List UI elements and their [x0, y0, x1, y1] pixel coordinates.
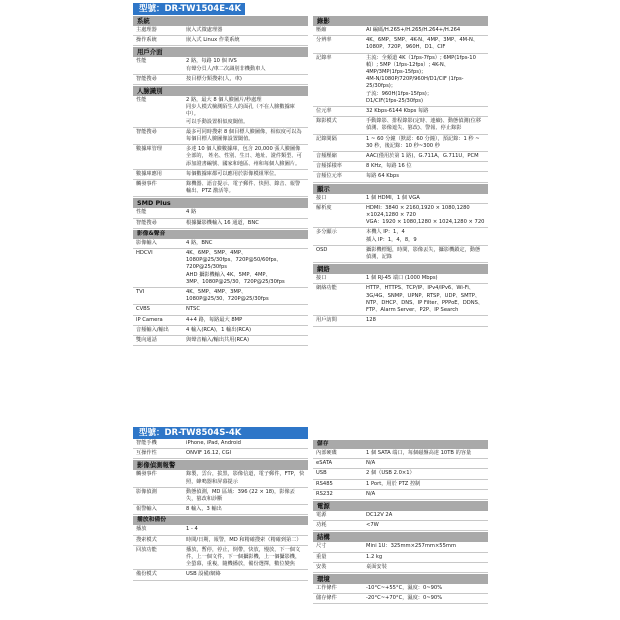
spec-label: 報警輸入	[136, 506, 157, 513]
spec-label: 接口	[316, 194, 327, 201]
spec-label: 工作條件	[316, 585, 337, 592]
spec-row	[133, 316, 308, 326]
spec-value: DC12V 2A	[366, 512, 393, 519]
spec-row	[133, 208, 308, 218]
spec-row	[133, 96, 308, 128]
spec-row	[133, 75, 308, 85]
spec-value: 根據攝影機輸入 16 通道，BNC	[186, 219, 259, 226]
spec-value: 1.2 kg	[366, 553, 383, 560]
spec-label: 智能搜尋	[136, 75, 157, 82]
spec-label: 影像偵測	[136, 488, 157, 495]
spec-row	[133, 525, 308, 535]
spec-row	[313, 36, 488, 53]
spec-label: 功耗	[316, 522, 327, 529]
spec-row	[133, 57, 308, 74]
spec-value: 與聲音輸入/輸出共用(RCA)	[186, 337, 249, 344]
spec-label: OSD	[316, 246, 328, 253]
spec-label: 雙向通話	[136, 337, 157, 344]
spec-row	[313, 584, 488, 594]
spec-label: 尺寸	[316, 543, 327, 550]
spec-label: 性能	[136, 209, 147, 216]
spec-row	[313, 135, 488, 152]
spec-value: 錄製，雲台，拔黑，影像信道，電子郵件，FTP，快照，蜂鳴器和屏幕提示	[186, 471, 305, 485]
spec-value: 本機人 IP：1，4 插入 IP：1，4，8，9	[366, 229, 417, 243]
spec-value: Mini 1U：325mm×257mm×55mm	[366, 543, 456, 550]
spec-row	[313, 117, 488, 134]
spec-row	[313, 511, 488, 521]
spec-row	[133, 219, 308, 229]
spec-value: 錄機器、語音提示、電子郵件、快照、錄音、報警輸出、PTZ 激活等。	[186, 181, 301, 195]
spec-column-right	[313, 15, 488, 327]
spec-row	[133, 546, 308, 571]
spec-row	[133, 505, 308, 515]
spec-row	[313, 107, 488, 117]
spec-value: 2 個（USB 2.0×1）	[366, 470, 415, 477]
spec-value: 最多可同時搜索 8 個目標人臉圖像，相似度可以為每個目標人臉圖像設置閾值。	[186, 128, 302, 143]
spec-value: -10°C~+55°C，濕度：0~90%	[366, 585, 443, 592]
spec-label: 觸發事件	[136, 471, 157, 478]
spec-label: HDCVI	[136, 250, 153, 257]
spec-value: 1 個 HDMI，1 個 VGA	[366, 194, 420, 201]
spec-row	[133, 288, 308, 305]
spec-column-right	[313, 439, 488, 604]
spec-value: 4 路	[186, 209, 197, 216]
spec-value: HTTP、HTTPS、TCP/IP、IPv4/IPv6、Wi-Fi、3G/4G、SNMP、UPNP、RTSP、UDP、SMTP、NTP、DHCP、DNS、IP Filter、PPPoE、DDNS、FTP、Alarm Server、P2P、IP Search	[366, 285, 484, 314]
spec-row	[313, 316, 488, 326]
spec-value: 時間/日期，報警，MD 和精確搜索（精確到第二）	[186, 536, 302, 543]
spec-row	[133, 145, 308, 170]
spec-value: 8 KHz，每路 16 位	[366, 163, 412, 170]
spec-value: iPhone, iPad, Android	[186, 440, 241, 446]
spec-row	[313, 228, 488, 245]
spec-row	[133, 128, 308, 145]
spec-label: RS485	[316, 480, 333, 487]
spec-label: 智能搜尋	[136, 128, 157, 135]
spec-value: 4K、6MP、5MP、4K-N、4MP、3MP、4M-N、1080P、720P、960H、D1、CIF	[366, 37, 479, 51]
spec-row	[133, 439, 308, 449]
spec-value: 32 Kbps-6144 Kbps 每路	[366, 108, 429, 115]
spec-label: 智能手機	[136, 440, 157, 446]
spec-value: 1 ~ 60 分鐘（默認：60 分鐘），預記錄：1 秒 ~ 30 秒，後記錄：10 秒~300 秒	[366, 135, 480, 149]
spec-value: 每路 64 Kbps	[366, 173, 399, 180]
spec-row	[133, 449, 308, 459]
section-header: 環境	[313, 574, 488, 584]
spec-row	[133, 170, 308, 180]
spec-label: RS232	[316, 490, 333, 497]
spec-row	[313, 26, 488, 36]
spec-value: 手動錄影、排程錄影(定時、連續)、動態偵測(位移偵測、影像遮失、篡改)、警報、停止錄影	[366, 118, 482, 132]
spec-row	[313, 469, 488, 479]
spec-label: 互操作性	[136, 450, 157, 457]
spec-row	[313, 563, 488, 573]
spec-row	[133, 239, 308, 249]
spec-value: 攝影機標題，時間，影像丟失，攝影機鎖定，動態偵測，記錄	[366, 246, 481, 261]
section-header: 錄影	[313, 16, 488, 26]
spec-value: 4 路，BNC	[186, 239, 213, 246]
spec-label: 錄影模式	[316, 118, 337, 125]
spec-label: 智能搜尋	[136, 219, 157, 226]
spec-row	[313, 449, 488, 459]
spec-label: 搜索模式	[136, 536, 157, 543]
section-header: 電源	[313, 501, 488, 511]
spec-label: 音頻輸入/輸出	[136, 326, 169, 333]
spec-row	[313, 172, 488, 182]
spec-label: 播放	[136, 526, 147, 533]
spec-value: 動態偵測，MD 區域：396 (22 × 18)，影像丟失，篡改和診斷	[186, 488, 295, 503]
spec-value: 1 Port，用於 PTZ 控制	[366, 480, 421, 487]
spec-row	[313, 162, 488, 172]
spec-value: 8 輸入，3 輸出	[186, 506, 222, 513]
spec-row	[313, 553, 488, 563]
spec-label: eSATA	[316, 460, 333, 467]
spec-value: 嵌入式微處理器	[186, 27, 223, 33]
spec-value: 多達 10 個人臉數據庫，包含 20,000 張人臉圖像全部的， 姓名、性別、生日、地址、證件類型、可添加證書編號、國家和地區、州和每個人臉圖片。	[186, 146, 302, 167]
spec-row	[313, 521, 488, 531]
spec-value: 4K、6MP、5MP、4MP、 1080P@25/30fps、720P@50/60fps、 720P@25/30fps AHD 攝影機輸入 4K、5MP、4MP、 3MP、1080P@25/30、720P@25/30fps	[186, 250, 285, 285]
section-header: 播放和備份	[133, 516, 308, 525]
spec-row	[313, 459, 488, 469]
spec-row	[133, 26, 308, 36]
spec-label: USB	[316, 470, 327, 477]
spec-label: 電源	[316, 512, 327, 519]
spec-value: 桌面安裝	[366, 563, 387, 570]
spec-label: 數據庫管理	[136, 146, 162, 153]
spec-label: 記錄率	[316, 54, 332, 61]
spec-row	[133, 36, 308, 46]
spec-row	[133, 249, 308, 288]
spec-column-left	[133, 15, 308, 346]
spec-label: 網絡功能	[316, 285, 337, 292]
spec-value: -20°C~+70°C，濕度：0~90%	[366, 595, 443, 602]
spec-row	[133, 536, 308, 546]
spec-row	[313, 594, 488, 604]
model-title: 型號：DR-TW1504E-4K	[133, 3, 245, 15]
spec-label: 接口	[316, 275, 327, 282]
spec-label: 內部硬碟	[316, 450, 337, 456]
spec-column-left	[133, 439, 308, 581]
spec-row	[313, 490, 488, 500]
section-header: 網絡	[313, 264, 488, 274]
spec-label: 性能	[136, 58, 147, 65]
spec-row	[133, 570, 308, 580]
section-header: 人臉識別	[133, 86, 308, 96]
spec-row	[313, 274, 488, 284]
spec-label: 主處理器	[136, 27, 157, 33]
spec-label: 分辨率	[316, 37, 332, 44]
spec-label: 位元率	[316, 108, 332, 115]
spec-value: 2 路，最大 8 個人臉圖片/秒處理 同步人模式檢測陌生人的面孔（不在人臉數據庫中）。 可以手動設置相似度閾值。	[186, 97, 295, 125]
spec-row	[313, 54, 488, 107]
spec-row	[313, 204, 488, 229]
spec-label: 用戶訪問	[316, 317, 337, 324]
spec-row	[133, 326, 308, 336]
spec-value: 4 輸入(RCA)，1 輸出(RCA)	[186, 326, 251, 333]
spec-value: 主流：全頻道 4K（1fps-7fps）; 6MP(1fps-10 幀）; 5MP（1fps-12fps）; 4K-N、4MP/3MP(1fps-15fps)； 4M-N/1080P/720P/960H/D1/CIF (1fps-25/30fps)； 子流：960H(1fps-15fps)； D1/CIF(1fps-25/30fps)	[366, 54, 476, 104]
spec-row	[313, 284, 488, 316]
spec-value: 4+4 路，每路最大 8MP	[186, 316, 243, 323]
section-header: 系統	[133, 16, 308, 26]
spec-label: 操作系統	[136, 37, 157, 44]
spec-value: 2 路，每路 10 個 IVS 有聲分貝人/車二次識別非機動車人	[186, 58, 266, 72]
spec-value: USB 設備/網絡	[186, 571, 221, 578]
spec-label: 數據庫應用	[136, 170, 162, 177]
spec-row	[133, 305, 308, 315]
spec-value: 1 個 SATA 端口，每個磁盤高達 10TB 的容量	[366, 450, 472, 456]
spec-label: CVBS	[136, 306, 150, 313]
spec-row	[133, 470, 308, 487]
section-header: 影像偵測報警	[133, 460, 308, 470]
spec-label: 影像輸入	[136, 239, 157, 246]
spec-value: AI 編碼/H.265+/H.265/H.264+/H.264	[366, 27, 461, 33]
section-header: SMD Plus	[133, 198, 308, 208]
spec-sheet-2	[0, 420, 620, 620]
spec-value: 按目標分類搜索(人，車)	[186, 75, 242, 82]
spec-value: N/A	[366, 490, 376, 497]
spec-label: IP Camera	[136, 316, 163, 323]
spec-label: 多分顯示	[316, 229, 337, 236]
spec-label: 備份模式	[136, 571, 157, 578]
spec-value: 嵌入式 Linux 作業系統	[186, 37, 240, 44]
spec-row	[313, 480, 488, 490]
spec-value: 播放，暫停，停止，倒帶，快放，慢放，下一個文件，上一個文件，下一個攝影機，上一個攝影機，全螢幕，重複，隨機播放，備份選擇，數位變焦	[186, 546, 301, 568]
spec-label: 回放功能	[136, 546, 157, 553]
spec-row	[313, 246, 488, 263]
spec-label: 音頻採樣率	[316, 163, 342, 170]
section-header: 用戶介面	[133, 47, 308, 57]
spec-value: 每個數據庫都可以應用於影像模組單位。	[186, 170, 280, 177]
spec-label: 音頻壓縮	[316, 153, 337, 160]
spec-value: NTSC	[186, 306, 200, 313]
spec-row	[133, 180, 308, 197]
spec-label: 音頻位元率	[316, 173, 342, 180]
spec-value: HDMI：3840 × 2160,1920 × 1080,1280 ×1024,1280 × 720 VGA：1920 × 1080,1280 × 1024,1280 × 720	[366, 204, 485, 226]
section-header: 結構	[313, 532, 488, 542]
spec-label: 重量	[316, 553, 327, 560]
spec-label: 記錄間隔	[316, 135, 337, 142]
spec-row	[133, 336, 308, 346]
spec-value: ONVIF 16.12, CGI	[186, 450, 231, 457]
spec-value: 1 - 4	[186, 526, 198, 533]
section-header: 儲存	[313, 440, 488, 449]
spec-value: 4K、5MP、4MP、3MP、 1080P@25/30、720P@25/30fps	[186, 289, 269, 303]
spec-value: AAC(僅用於第 1 路)，G.711A，G.711U，PCM	[366, 153, 479, 160]
spec-label: 性能	[136, 97, 147, 104]
spec-label: 儲存條件	[316, 595, 337, 602]
section-header: 顯示	[313, 184, 488, 194]
spec-label: TVI	[136, 289, 145, 296]
spec-row	[313, 152, 488, 162]
spec-label: 壓縮	[316, 27, 327, 33]
spec-row	[133, 488, 308, 505]
spec-label: 安裝	[316, 563, 327, 570]
section-header: 影像&聲音	[133, 230, 308, 239]
spec-label: 觸發事件	[136, 181, 157, 188]
spec-value: <7W	[366, 522, 379, 529]
spec-value: 128	[366, 317, 376, 324]
spec-label: 解析度	[316, 204, 332, 211]
spec-value: 1 個 RJ-45 端口 (1000 Mbps)	[366, 275, 438, 282]
spec-row	[313, 194, 488, 204]
model-title: 型號：DR-TW8504S-4K	[133, 427, 308, 439]
spec-row	[313, 542, 488, 552]
spec-value: N/A	[366, 460, 376, 467]
